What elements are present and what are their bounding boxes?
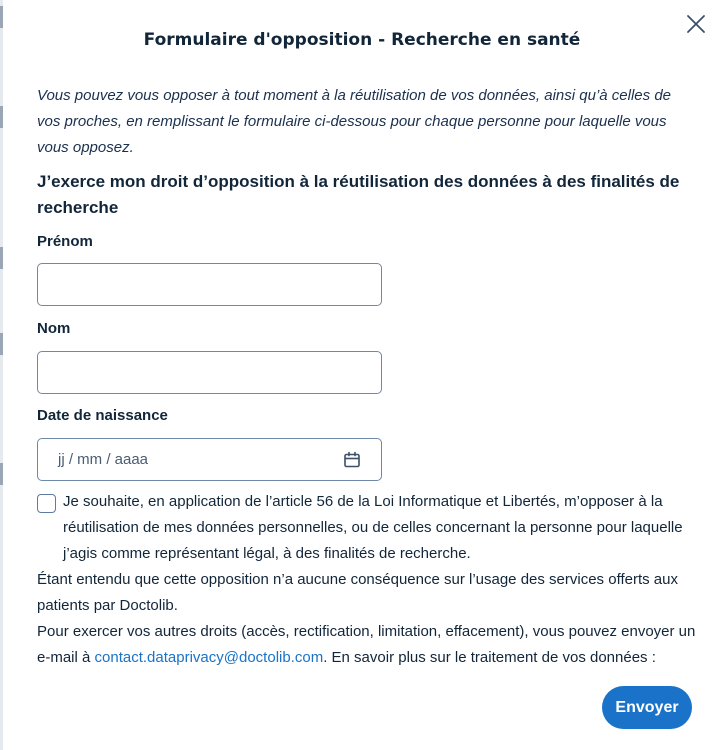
consent-checkbox[interactable] — [37, 494, 56, 513]
background-edge-mark — [0, 333, 3, 355]
birth-date-label: Date de naissance — [37, 407, 168, 424]
last-name-label: Nom — [37, 320, 71, 337]
rights-text-after: . En savoir plus sur le traitement de vos données : — [323, 649, 656, 666]
rights-text-before: Pour exercer vos autres droits (accès, rectification, limitation, effacement), vous pouvez envoyer un e-mail à — [37, 623, 696, 666]
background-page-edge — [0, 0, 3, 750]
background-edge-mark — [0, 247, 3, 269]
birth-date-placeholder: jj / mm / aaaa — [58, 451, 149, 468]
birth-date-input[interactable] — [37, 438, 382, 481]
calendar-icon[interactable] — [343, 451, 361, 469]
background-edge-mark — [0, 463, 3, 485]
background-edge-mark — [0, 6, 3, 28]
dialog-title: Formulaire d'opposition - Recherche en santé — [143, 30, 581, 50]
privacy-email-link[interactable]: contact.dataprivacy@doctolib.com — [94, 649, 324, 666]
note-text: Étant entendu que cette opposition n’a aucune conséquence sur l’usage des services offerts aux patients par Doctolib. — [37, 571, 678, 614]
consent-text: Je souhaite, en application de l’article 56 de la Loi Informatique et Libertés, m’opposer à la réutilisation de mes données personnelles, ou de celles concernant la personne pour laquelle j’agis comme représentant légal, à des finalités de recherche. — [63, 493, 683, 562]
first-name-label: Prénom — [37, 233, 93, 250]
intro-text: Vous pouvez vous opposer à tout moment à la réutilisation de vos données, ainsi qu’à celles de vos proches, en remplissant le formulaire ci-dessous pour chaque personne pour laquelle vous vous opposez. — [37, 87, 671, 156]
first-name-input[interactable] — [37, 263, 382, 306]
section-heading: J’exerce mon droit d’opposition à la réutilisation des données à des finalités de recherche — [37, 172, 680, 217]
background-edge-mark — [0, 106, 3, 128]
rights-text — [37, 619, 697, 671]
last-name-input[interactable] — [37, 351, 382, 394]
submit-button[interactable]: Envoyer — [602, 686, 692, 729]
